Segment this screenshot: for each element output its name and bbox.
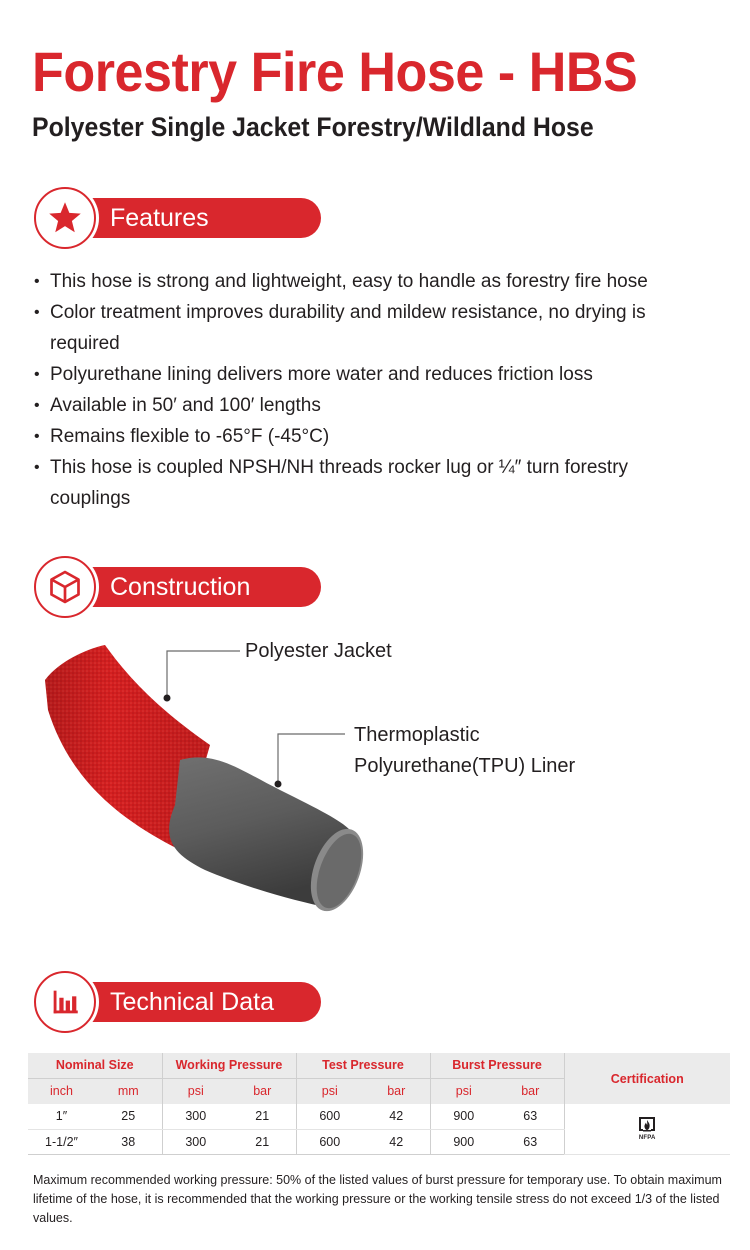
unit-header: psi <box>430 1078 497 1104</box>
cell-test-bar: 42 <box>363 1129 430 1154</box>
nfpa-logo-icon <box>637 1116 657 1141</box>
technical-data-table <box>28 1053 730 1155</box>
feature-item: • Remains flexible to -65°F (-45°C) <box>34 421 674 452</box>
technical-footnote: Maximum recommended working pressure: 50% of the listed values of burst pressure for temporary use. To obtain maximum lifetime of the hose, it is recommended that the working pressure or the working tensile stress do not exceed 1/3 of the listed values. <box>33 1173 722 1225</box>
cell-burst-bar: 63 <box>497 1129 564 1154</box>
feature-item: • This hose is strong and lightweight, easy to handle as forestry fire hose <box>34 266 674 297</box>
section-header-construction <box>34 556 324 616</box>
hose-illustration <box>30 630 630 940</box>
cell-size-mm: 25 <box>95 1104 162 1129</box>
cell-burst-psi: 900 <box>430 1104 497 1129</box>
unit-header: mm <box>95 1078 162 1104</box>
cell-test-psi: 600 <box>296 1104 363 1129</box>
feature-item: • This hose is coupled NPSH/NH threads rocker lug or ¼″ turn forestry couplings <box>34 452 674 514</box>
nfpa-label: NFPA <box>638 1135 656 1142</box>
unit-header: psi <box>162 1078 229 1104</box>
section-header-features <box>34 187 324 247</box>
unit-header: bar <box>229 1078 296 1104</box>
features-list <box>34 266 674 514</box>
section-header-bar <box>74 982 321 1022</box>
column-group-test-pressure: Test Pressure <box>296 1053 430 1078</box>
cell-size-inch: 1″ <box>28 1104 95 1129</box>
page-subtitle: Polyester Single Jacket Forestry/Wildland Hose <box>32 112 594 142</box>
callout-polyester-jacket: Polyester Jacket <box>245 640 392 662</box>
unit-header: inch <box>28 1078 95 1104</box>
cell-burst-psi: 900 <box>430 1129 497 1154</box>
callout-tpu-liner-line2: Polyurethane(TPU) Liner <box>354 755 576 777</box>
star-icon <box>34 187 96 249</box>
section-header-technical-data <box>34 971 324 1031</box>
cell-size-mm: 38 <box>95 1129 162 1154</box>
cell-test-bar: 42 <box>363 1104 430 1129</box>
cube-icon <box>34 556 96 618</box>
feature-item: • Color treatment improves durability and mildew resistance, no drying is required <box>34 297 674 359</box>
cell-working-bar: 21 <box>229 1129 296 1154</box>
unit-header: bar <box>497 1078 564 1104</box>
column-certification: Certification <box>564 1053 730 1104</box>
callout-tpu-liner-line1: Thermoplastic <box>354 724 480 746</box>
unit-header: bar <box>363 1078 430 1104</box>
column-group-working-pressure: Working Pressure <box>162 1053 296 1078</box>
cell-working-psi: 300 <box>162 1129 229 1154</box>
hose-construction-diagram <box>30 630 630 940</box>
column-group-burst-pressure: Burst Pressure <box>430 1053 564 1078</box>
unit-header: psi <box>296 1078 363 1104</box>
column-group-nominal-size: Nominal Size <box>28 1053 162 1078</box>
cell-size-inch: 1-1/2″ <box>28 1129 95 1154</box>
bar-chart-icon <box>34 971 96 1033</box>
cell-test-psi: 600 <box>296 1129 363 1154</box>
section-title-features: Features <box>110 204 209 232</box>
section-header-bar <box>74 567 321 607</box>
cell-burst-bar: 63 <box>497 1104 564 1129</box>
page-title: Forestry Fire Hose - HBS <box>32 40 638 103</box>
feature-item: • Available in 50′ and 100′ lengths <box>34 390 674 421</box>
table-group-header-row <box>28 1053 730 1078</box>
table-row <box>28 1104 730 1129</box>
section-header-bar <box>74 198 321 238</box>
section-title-technical-data: Technical Data <box>110 988 274 1016</box>
section-title-construction: Construction <box>110 573 251 601</box>
cell-certification <box>564 1104 730 1154</box>
cell-working-psi: 300 <box>162 1104 229 1129</box>
cell-working-bar: 21 <box>229 1104 296 1129</box>
feature-item: • Polyurethane lining delivers more water and reduces friction loss <box>34 359 674 390</box>
